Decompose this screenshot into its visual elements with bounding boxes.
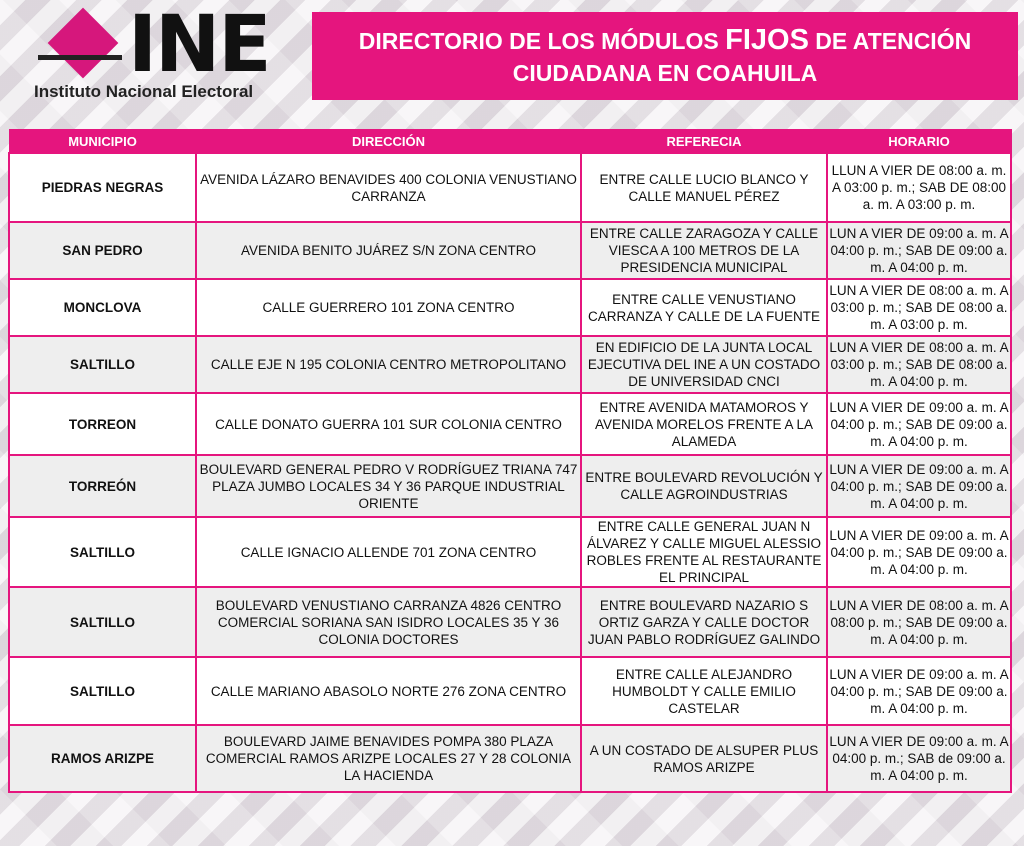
table-row: [9, 279, 1011, 336]
cell-direccion: BOULEVARD JAIME BENAVIDES POMPA 380 PLAZA COMERCIAL RAMOS ARIZPE LOCALES 27 Y 28 COLONIA LA HACIENDA: [196, 725, 581, 792]
table-header-row: [9, 130, 1011, 154]
title-emphasis: FIJOS: [725, 23, 809, 56]
col-header-referencia: REFERECIA: [581, 130, 827, 154]
title-line-1: [359, 24, 971, 57]
cell-municipio: RAMOS ARIZPE: [9, 725, 196, 792]
cell-municipio: TORREON: [9, 393, 196, 455]
cell-horario: LUN A VIER DE 09:00 a. m. A 04:00 p. m.; SAB DE 09:00 a. m. A 04:00 p. m.: [827, 393, 1011, 455]
cell-direccion: BOULEVARD VENUSTIANO CARRANZA 4826 CENTRO COMERCIAL SORIANA SAN ISIDRO LOCALES 35 Y 36 COLONIA DOCTORES: [196, 587, 581, 657]
table-row: [9, 222, 1011, 279]
page-title: [312, 12, 1018, 100]
cell-municipio: SALTILLO: [9, 657, 196, 725]
ine-diamond-icon: [48, 8, 119, 79]
cell-horario: LLUN A VIER DE 08:00 a. m. A 03:00 p. m.; SAB DE 08:00 a. m. A 03:00 p. m.: [827, 153, 1011, 222]
cell-horario: LUN A VIER DE 09:00 a. m. A 04:00 p. m.; SAB DE 09:00 a. m. A 04:00 p. m.: [827, 222, 1011, 279]
ine-logo: [0, 0, 312, 104]
table-row: [9, 657, 1011, 725]
cell-horario: LUN A VIER DE 09:00 a. m. A 04:00 p. m.; SAB de 09:00 a. m. A 04:00 p. m.: [827, 725, 1011, 792]
cell-direccion: CALLE MARIANO ABASOLO NORTE 276 ZONA CENTRO: [196, 657, 581, 725]
col-header-direccion: DIRECCIÓN: [196, 130, 581, 154]
cell-direccion: BOULEVARD GENERAL PEDRO V RODRÍGUEZ TRIANA 747 PLAZA JUMBO LOCALES 34 Y 36 PARQUE INDUSTRIAL ORIENTE: [196, 455, 581, 517]
cell-referencia: ENTRE BOULEVARD REVOLUCIÓN Y CALLE AGROINDUSTRIAS: [581, 455, 827, 517]
cell-direccion: AVENIDA LÁZARO BENAVIDES 400 COLONIA VENUSTIANO CARRANZA: [196, 153, 581, 222]
logo-name: Instituto Nacional Electoral: [34, 82, 254, 101]
table-row: [9, 587, 1011, 657]
cell-horario: LUN A VIER DE 08:00 a. m. A 03:00 p. m.; SAB DE 08:00 a. m. A 04:00 p. m.: [827, 336, 1011, 393]
title-suffix: DE ATENCIÓN: [808, 27, 972, 54]
cell-municipio: SALTILLO: [9, 587, 196, 657]
cell-direccion: CALLE IGNACIO ALLENDE 701 ZONA CENTRO: [196, 517, 581, 587]
table-row: [9, 455, 1011, 517]
cell-referencia: ENTRE CALLE GENERAL JUAN N ÁLVAREZ Y CALLE MIGUEL ALESSIO ROBLES FRENTE AL RESTAURANTE EL PRINCIPAL: [581, 517, 827, 587]
cell-horario: LUN A VIER DE 08:00 a. m. A 08:00 p. m.; SAB DE 09:00 a. m. A 04:00 p. m.: [827, 587, 1011, 657]
cell-horario: LUN A VIER DE 09:00 a. m. A 04:00 p. m.; SAB DE 09:00 a. m. A 04:00 p. m.: [827, 657, 1011, 725]
table-row: [9, 517, 1011, 587]
cell-referencia: ENTRE CALLE ALEJANDRO HUMBOLDT Y CALLE EMILIO CASTELAR: [581, 657, 827, 725]
cell-horario: LUN A VIER DE 08:00 a. m. A 03:00 p. m.; SAB DE 08:00 a. m. A 03:00 p. m.: [827, 279, 1011, 336]
col-header-municipio: MUNICIPIO: [9, 130, 196, 154]
cell-horario: LUN A VIER DE 09:00 a. m. A 04:00 p. m.; SAB DE 09:00 a. m. A 04:00 p. m.: [827, 517, 1011, 587]
cell-horario: LUN A VIER DE 09:00 a. m. A 04:00 p. m.; SAB DE 09:00 a. m. A 04:00 p. m.: [827, 455, 1011, 517]
cell-direccion: AVENIDA BENITO JUÁREZ S/N ZONA CENTRO: [196, 222, 581, 279]
cell-referencia: ENTRE CALLE ZARAGOZA Y CALLE VIESCA A 100 METROS DE LA PRESIDENCIA MUNICIPAL: [581, 222, 827, 279]
title-line-2: CIUDADANA EN COAHUILA: [512, 59, 818, 86]
cell-direccion: CALLE EJE N 195 COLONIA CENTRO METROPOLITANO: [196, 336, 581, 393]
cell-municipio: PIEDRAS NEGRAS: [9, 153, 196, 222]
cell-municipio: MONCLOVA: [9, 279, 196, 336]
cell-municipio: TORREÓN: [9, 455, 196, 517]
cell-municipio: SAN PEDRO: [9, 222, 196, 279]
cell-direccion: CALLE GUERRERO 101 ZONA CENTRO: [196, 279, 581, 336]
col-header-horario: HORARIO: [827, 130, 1011, 154]
table-row: [9, 336, 1011, 393]
title-prefix: DIRECTORIO DE LOS MÓDULOS: [358, 27, 726, 54]
logo-bar: [38, 55, 122, 60]
table-row: [9, 393, 1011, 455]
cell-direccion: CALLE DONATO GUERRA 101 SUR COLONIA CENTRO: [196, 393, 581, 455]
logo-acronym: INE: [128, 0, 270, 90]
cell-referencia: A UN COSTADO DE ALSUPER PLUS RAMOS ARIZPE: [581, 725, 827, 792]
cell-referencia: ENTRE CALLE LUCIO BLANCO Y CALLE MANUEL PÉREZ: [581, 153, 827, 222]
cell-referencia: EN EDIFICIO DE LA JUNTA LOCAL EJECUTIVA DEL INE A UN COSTADO DE UNIVERSIDAD CNCI: [581, 336, 827, 393]
directory-table: [8, 129, 1012, 793]
table-row: [9, 153, 1011, 222]
cell-referencia: ENTRE BOULEVARD NAZARIO S ORTIZ GARZA Y CALLE DOCTOR JUAN PABLO RODRÍGUEZ GALINDO: [581, 587, 827, 657]
cell-municipio: SALTILLO: [9, 336, 196, 393]
cell-referencia: ENTRE CALLE VENUSTIANO CARRANZA Y CALLE DE LA FUENTE: [581, 279, 827, 336]
cell-referencia: ENTRE AVENIDA MATAMOROS Y AVENIDA MORELOS FRENTE A LA ALAMEDA: [581, 393, 827, 455]
cell-municipio: SALTILLO: [9, 517, 196, 587]
table-row: [9, 725, 1011, 792]
